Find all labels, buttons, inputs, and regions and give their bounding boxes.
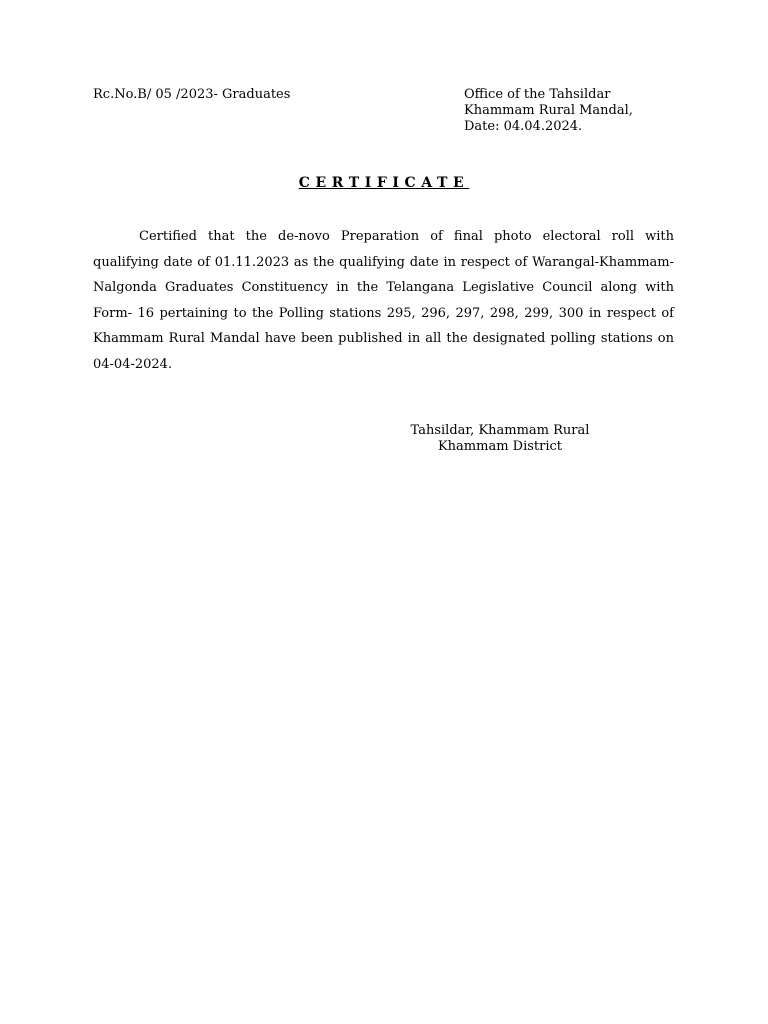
document-date: Date: 04.04.2024. bbox=[464, 119, 583, 134]
certificate-body-paragraph: Certified that the de-novo Preparation of final photo electoral roll with qualifying date of 01.11.2023 as the qualifying date in respect of Warangal-Khammam- Nalgonda Graduates Constituency in the Telangana Legislative Council along with Form- 16 pertaining to the Polling stations 295, 296, 297, 298, 299, 300 in respect of Khammam Rural Mandal have been published in all the designated polling stations on 04-04-2024. bbox=[93, 229, 674, 372]
reference-number: Rc.No.B/ 05 /2023- Graduates bbox=[93, 87, 291, 102]
signatory-title: Tahsildar, Khammam Rural bbox=[410, 423, 590, 438]
office-name: Office of the Tahsildar bbox=[464, 87, 611, 102]
office-address-block bbox=[464, 87, 633, 135]
signatory-district: Khammam District bbox=[437, 439, 563, 454]
certificate-title: CERTIFICATE bbox=[298, 175, 470, 191]
office-mandal: Khammam Rural Mandal, bbox=[464, 103, 633, 118]
signature-block bbox=[380, 423, 620, 455]
